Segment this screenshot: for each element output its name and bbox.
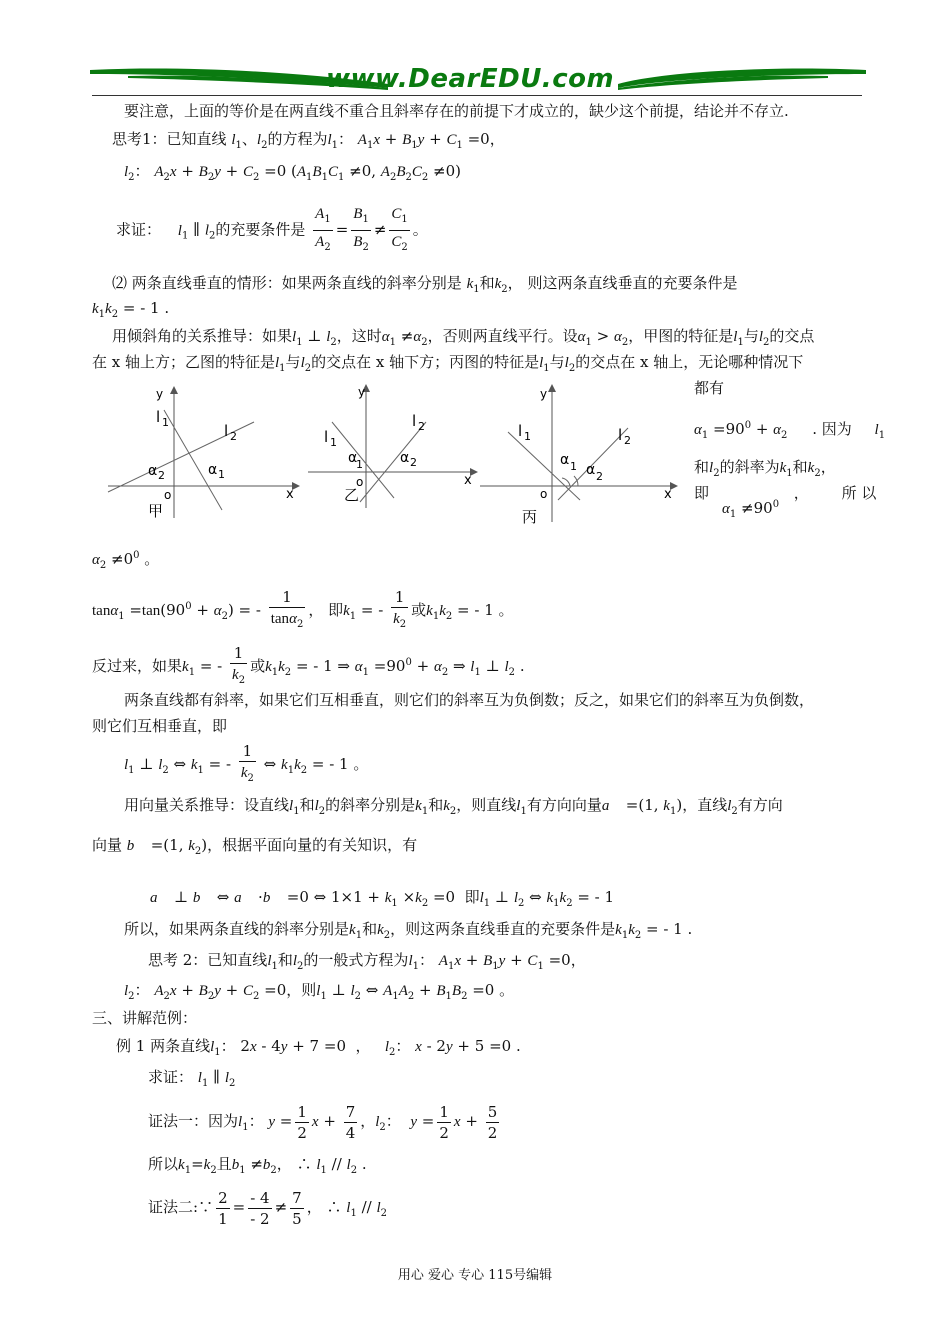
note-paragraph: 要注意，上面的等价是在两直线不重合且斜率存在的前提下才成立的，缺少这个前提，结论并不存立. — [124, 102, 789, 120]
ex1-prove-label: 求证： — [148, 1068, 194, 1086]
side-1: 都有 — [694, 379, 725, 397]
vec-c: ，则直线 — [456, 796, 517, 814]
conclusion: 所以，如果两条直线的斜率分别是$k_1$和$k_2$，则这两条直线垂直的充要条件是$k_1k_2$ = - 1 . — [124, 920, 693, 941]
prove-cond: 的充要条件是 — [215, 220, 306, 239]
yi-y: y — [358, 385, 366, 399]
vector-line1: 用向量关系推导：设直线$l_1$和$l_2$的斜率分别是$k_1$和$k_2$，则直线$l_1$有方向向量a⃗ =(1, $k_1$)，直线$l_2$有方向 — [124, 796, 783, 817]
ji-word: 即 — [328, 601, 344, 619]
prove-label: 求证： — [116, 220, 162, 239]
incl-c: ，否则两直线平行。设 — [427, 327, 578, 345]
svg-text:2: 2 — [230, 430, 237, 443]
so-text: 所以，如果两条直线的斜率分别是 — [124, 920, 350, 938]
bing-y: y — [540, 387, 548, 401]
think1-line: 思考1：已知直线 $l_1$、$l_2$的方程为$l_1$： $A_1x + B_1y + C_1 =0$， — [112, 130, 505, 151]
inclination-line1: 用倾斜角的关系推导：如果$l_1$ ⊥ $l_2$，这时$\alpha_1 \ne\alpha_2$，否则两直线平行。设$\alpha_1 > \alpha_2$，甲图的特征是$l_1$与$l_2$的交点 — [112, 327, 815, 348]
perp-equivalence: $l_1$ ⊥ $l_2$ ⇔ $k_1$ = - $\frac{1}{k_2}$ ⇔ $k_1k_2$ = - 1 。 — [124, 742, 369, 784]
yi-origin: o — [356, 475, 364, 489]
side-3a: 和 — [694, 458, 710, 476]
vec-a: 用向量关系推导：设直线 — [124, 796, 290, 814]
huo-word: 或 — [411, 601, 427, 619]
yi-alpha1: α — [348, 450, 358, 466]
perp-intro-text2: 则这两条直线垂直的充要条件是 — [527, 274, 738, 292]
side-3b: 的斜率为 — [719, 458, 780, 476]
then-word: ，则 — [286, 981, 317, 999]
perp-condition: $k_1k_2$ = - 1 . — [92, 299, 170, 320]
think2-text: 思考 2：已知直线 — [148, 951, 268, 969]
method2-text: 证法二: — [148, 1198, 199, 1216]
yi-label: 乙 — [344, 486, 360, 504]
svg-text:2: 2 — [158, 469, 165, 482]
incl2-c: 的交点在 x 轴上，无论哪种情况下 — [575, 353, 804, 371]
bing-alpha1: α — [560, 452, 570, 468]
svg-text:1: 1 — [218, 468, 225, 481]
incl2-a: 在 x 轴上方；乙图的特征是 — [92, 353, 275, 371]
method1: 证法一：因为$l_1$： y = $\frac{1}{2}$ x + $\frac{7}{4}$ ，$l_2$： y = $\frac{1}{2}$ x + $\frac{5}{2}$ — [148, 1102, 498, 1142]
think2-line2: $l_2$： $A_2x + B_2y + C_2 =0$，则$l_1$ ⊥ $l_2$ ⇔ $A_1A_2 + B_1B_2 =0$ 。 — [124, 981, 515, 1002]
jia-origin: o — [164, 488, 172, 502]
vec2-b: ，根据平面向量的有关知识，有 — [207, 836, 418, 854]
figure-jia — [104, 382, 304, 522]
he-word: 和 — [479, 274, 495, 292]
yi-l1: l — [324, 428, 329, 446]
bing-alpha2: α — [586, 462, 596, 478]
section-heading: 三、讲解范例： — [92, 1009, 198, 1027]
line-l2-equation: $l_2$： $A_2x + B_2y + C_2 =0$ ($A_1B_1C_1 \ne 0$, $A_2B_2C_2 \ne 0$) — [124, 162, 461, 183]
bing-l2: l — [618, 426, 623, 444]
jia-y: y — [156, 387, 164, 401]
think1-prefix: 思考1：已知直线 — [112, 130, 227, 148]
bing-x: x — [664, 487, 672, 502]
jia-l2: l — [224, 422, 229, 440]
yi-alpha2: α — [400, 450, 410, 466]
both-slopes-1: 两条直线都有斜率，如果它们互相垂直，则它们的斜率互为负倒数；反之，如果它们的斜率互为负倒数， — [124, 691, 815, 709]
think2-line: 思考 2：已知直线$l_1$和$l_2$的一般式方程为$l_1$： $A_1x + B_1y + C_1 =0$， — [148, 951, 586, 972]
method1-text: 证法一：因为 — [148, 1112, 239, 1130]
vec-e: ，直线 — [682, 796, 728, 814]
header-rule — [92, 95, 862, 96]
svg-text:1: 1 — [162, 416, 169, 429]
jia-alpha1: α — [208, 462, 218, 478]
incl-d: ，甲图的特征是 — [628, 327, 734, 345]
bing-l1: l — [518, 422, 523, 440]
side-4a: 即 — [694, 484, 710, 502]
bing-label: 丙 — [522, 508, 538, 526]
jia-alpha2: α — [148, 463, 158, 479]
example1: 例 1 两条直线$l_1$： 2x - 4y + 7 =0 ， $l_2$： x - 2y + 5 =0 . — [116, 1037, 521, 1058]
yi-l2: l — [412, 412, 417, 430]
page-footer: 用心 爱心 专心 115号编辑 — [397, 1268, 553, 1283]
so-k-text: 所以 — [148, 1155, 179, 1173]
think2-b: 的一般式方程为 — [303, 951, 409, 969]
ex1-prove: 求证： $l_1$ ∥ $l_2$ — [148, 1068, 236, 1089]
perp-intro: ⑵ 两条直线垂直的情形：如果两条直线的斜率分别是 $k_1$和$k_2$， 则这两条直线垂直的充要条件是 — [112, 274, 738, 295]
both-slopes-2: 则它们互相垂直，即 — [92, 717, 228, 735]
svg-text:1: 1 — [524, 430, 531, 443]
alpha2-ne: $\alpha_2 \ne 0^0$ 。 — [92, 550, 160, 571]
site-logo[interactable]: www.DearEDU.com — [326, 64, 615, 94]
and-b-text: 且 — [216, 1155, 232, 1173]
svg-text:1: 1 — [330, 436, 337, 449]
vec-b: 的斜率分别是 — [325, 796, 416, 814]
side-4b: 所 以 — [841, 484, 877, 502]
vector-line2: 向量 b⃗ =(1, $k_2$)，根据平面向量的有关知识，有 — [92, 836, 418, 857]
incl-e: 与 — [743, 327, 759, 345]
vec2: 向量 — [92, 836, 123, 854]
so-slopes: 所以$k_1=k_2$且$b_1 \ne b_2$， ∴ $l_1 // l_2$ . — [148, 1155, 367, 1176]
side-4: 即 ， 所 以 — [694, 484, 877, 502]
side-2: $\alpha_1 =90^0 + \alpha_2$ . 因为 $l_1$ — [694, 420, 886, 441]
method2: 证法二:∵ $\frac{2}{1}$ = $\frac{- 4}{- 2}$ ≠ $\frac{7}{5}$ ， ∴ $l_1 // l_2$ — [148, 1188, 388, 1228]
incl2-b: 的交点在 x 轴下方；丙图的特征是 — [311, 353, 540, 371]
svg-text:1: 1 — [570, 460, 577, 473]
incl-b: ，这时 — [336, 327, 382, 345]
bing-origin: o — [540, 487, 548, 501]
ex1-text: 例 1 两条直线 — [116, 1037, 211, 1055]
svg-text:2: 2 — [418, 420, 425, 433]
vec-d: 有方向向量 — [526, 796, 602, 814]
svg-text:2: 2 — [410, 456, 417, 469]
think1-mid: 的方程为 — [267, 130, 328, 148]
incl-a: 用倾斜角的关系推导：如果 — [112, 327, 293, 345]
prove-line: 求证： $l_1$ ∥ $l_2$的充要条件是 $\frac{A_1}{A_2}$ = $\frac{B_1}{B_2}$ ≠ $\frac{C_1}{C_2}$ 。 — [116, 203, 428, 261]
incl-f: 的交点 — [769, 327, 815, 345]
svg-text:1: 1 — [356, 458, 363, 471]
jia-l1: l — [156, 408, 161, 426]
converse-line: 反过来，如果$k_1$ = - $\frac{1}{k_2}$ 或$k_1k_2$ = - 1 ⇒ $\alpha_1 =90^0 + \alpha_2$ ⇒ $l_1$ ⊥ $l_2$ . — [92, 644, 525, 686]
side-3: 和$l_2$的斜率为$k_1$和$k_2$， — [694, 458, 836, 479]
conv-text: 反过来，如果 — [92, 657, 183, 675]
vec-f: 有方向 — [737, 796, 783, 814]
jia-x: x — [286, 487, 294, 502]
vector-equivalence: a⃗ ⊥ b⃗ ⇔ a⃗ ·b⃗ =0 ⇔ $1\times 1 + k_1 \times k_2 =0$ 即$l_1$ ⊥ $l_2$ ⇔ $k_1k_2$ = - 1 — [150, 888, 615, 909]
yi-x: x — [464, 473, 472, 488]
figure-yi — [304, 382, 484, 512]
inclination-line2: 在 x 轴上方；乙图的特征是$l_1$与$l_2$的交点在 x 轴下方；丙图的特征是$l_1$与$l_2$的交点在 x 轴上，无论哪种情况下 — [92, 353, 804, 374]
figure-bing — [478, 382, 684, 528]
side-2-text: . 因为 — [812, 420, 852, 438]
side-5: $\alpha_1 \ne 90^0$ — [722, 499, 780, 520]
tan-derivation: $\tan\alpha_1 =\tan(90^0 + \alpha_2)$ = - $\frac{1}{\tan\alpha_2}$ ， 即$k_1$ = - $\frac{1}{k_2}$ 或$k_1k_2$ = - 1 。 — [92, 588, 514, 630]
svg-text:2: 2 — [596, 470, 603, 483]
jia-label: 甲 — [148, 502, 164, 520]
perp-intro-text: ⑵ 两条直线垂直的情形：如果两条直线的斜率分别是 — [112, 274, 462, 292]
svg-text:2: 2 — [624, 434, 631, 447]
